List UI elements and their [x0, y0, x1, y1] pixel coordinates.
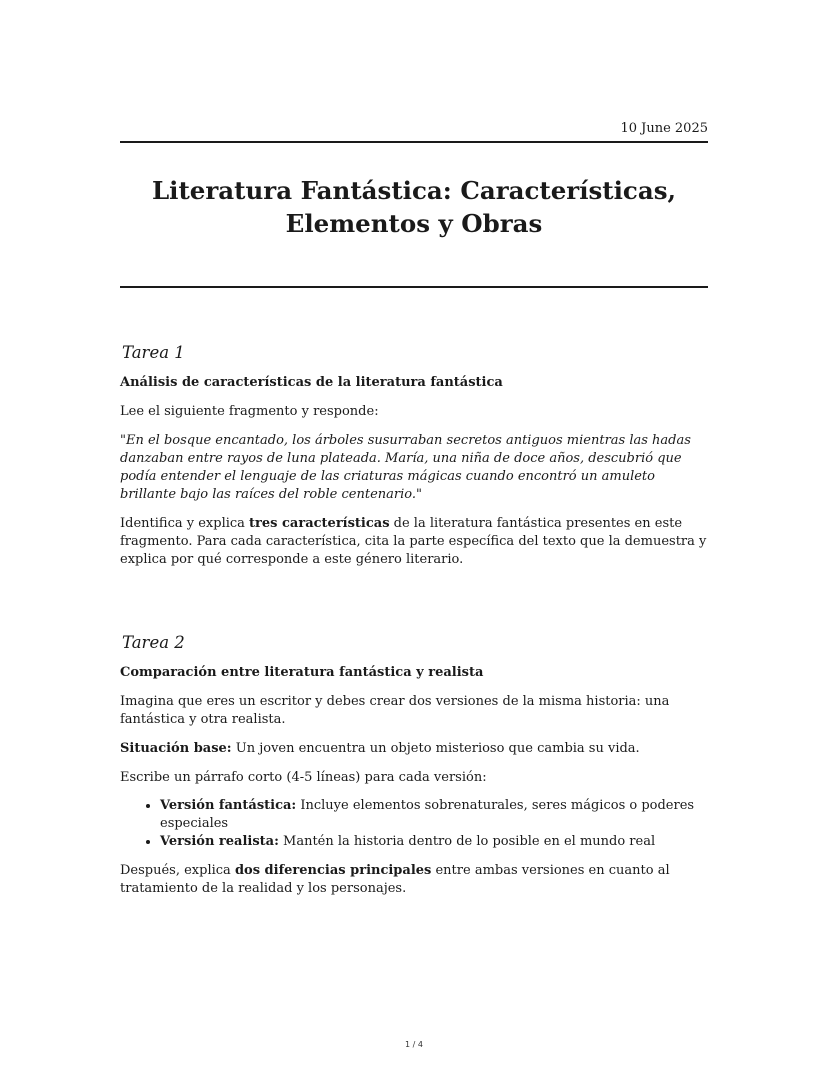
document-date: 10 June 2025: [620, 121, 708, 136]
task-2-write-prompt: Escribe un párrafo corto (4-5 líneas) para cada versión:: [120, 770, 487, 785]
task-2-section: [120, 633, 708, 898]
page-title: [120, 174, 708, 240]
page-title-line-2: Elementos y Obras: [285, 209, 543, 238]
task-2-situation-text: Un joven encuentra un objeto misterioso que cambia su vida.: [231, 741, 640, 756]
task-1-instruction: [120, 515, 708, 569]
title-divider: [120, 286, 708, 288]
version-fantastica-label: Versión fantástica:: [160, 798, 297, 813]
page-indicator: 1 / 4: [405, 1040, 423, 1049]
list-item-version-realista: [160, 833, 708, 851]
task-2-heading: Tarea 2: [122, 633, 185, 652]
page-title-line-1: Literatura Fantástica: Características,: [151, 176, 677, 205]
task-2-closing-post: entre ambas versiones en cuanto al tratamiento de la realidad y los personajes.: [120, 863, 670, 896]
task-2-version-list: [120, 797, 708, 851]
task-1-heading: Tarea 1: [122, 343, 185, 362]
task-1-instruction-post: de la literatura fantástica presentes en este fragmento. Para cada característica, cita la parte específica del texto que la demuestra y explica por qué corresponde a este género literario.: [120, 516, 707, 567]
list-item-version-fantastica: [160, 797, 708, 833]
task-1-quote: "En el bosque encantado, los árboles susurraban secretos antiguos mientras las hadas danzaban entre rayos de luna plateada. María, una niña de doce años, descubrió que podía entender el lenguaje de las criaturas mágicas cuando encontró un amuleto brillante bajo las raíces del roble centenario.": [120, 433, 691, 502]
task-2-closing-emphasis: dos diferencias principales: [234, 863, 432, 878]
task-1-section: [120, 343, 708, 569]
task-2-situation: [120, 740, 708, 758]
version-fantastica-text: Incluye elementos sobrenaturales, seres mágicos o poderes especiales: [160, 798, 695, 831]
task-2-subtitle: Comparación entre literatura fantástica y realista: [120, 665, 484, 680]
header-divider: [120, 141, 708, 143]
task-2-closing-pre: Después, explica: [120, 863, 235, 878]
task-2-situation-label: Situación base:: [120, 741, 232, 756]
task-1-subtitle: Análisis de características de la literatura fantástica: [120, 375, 503, 390]
task-2-closing: [120, 862, 708, 898]
task-1-intro: Lee el siguiente fragmento y responde:: [120, 404, 379, 419]
task-2-intro: Imagina que eres un escritor y debes crear dos versiones de la misma historia: una fantástica y otra realista.: [120, 694, 670, 727]
version-realista-text: Mantén la historia dentro de lo posible en el mundo real: [278, 834, 656, 849]
task-1-instruction-pre: Identifica y explica: [120, 516, 250, 531]
task-1-instruction-emphasis: tres características: [249, 516, 390, 531]
version-realista-label: Versión realista:: [160, 834, 279, 849]
